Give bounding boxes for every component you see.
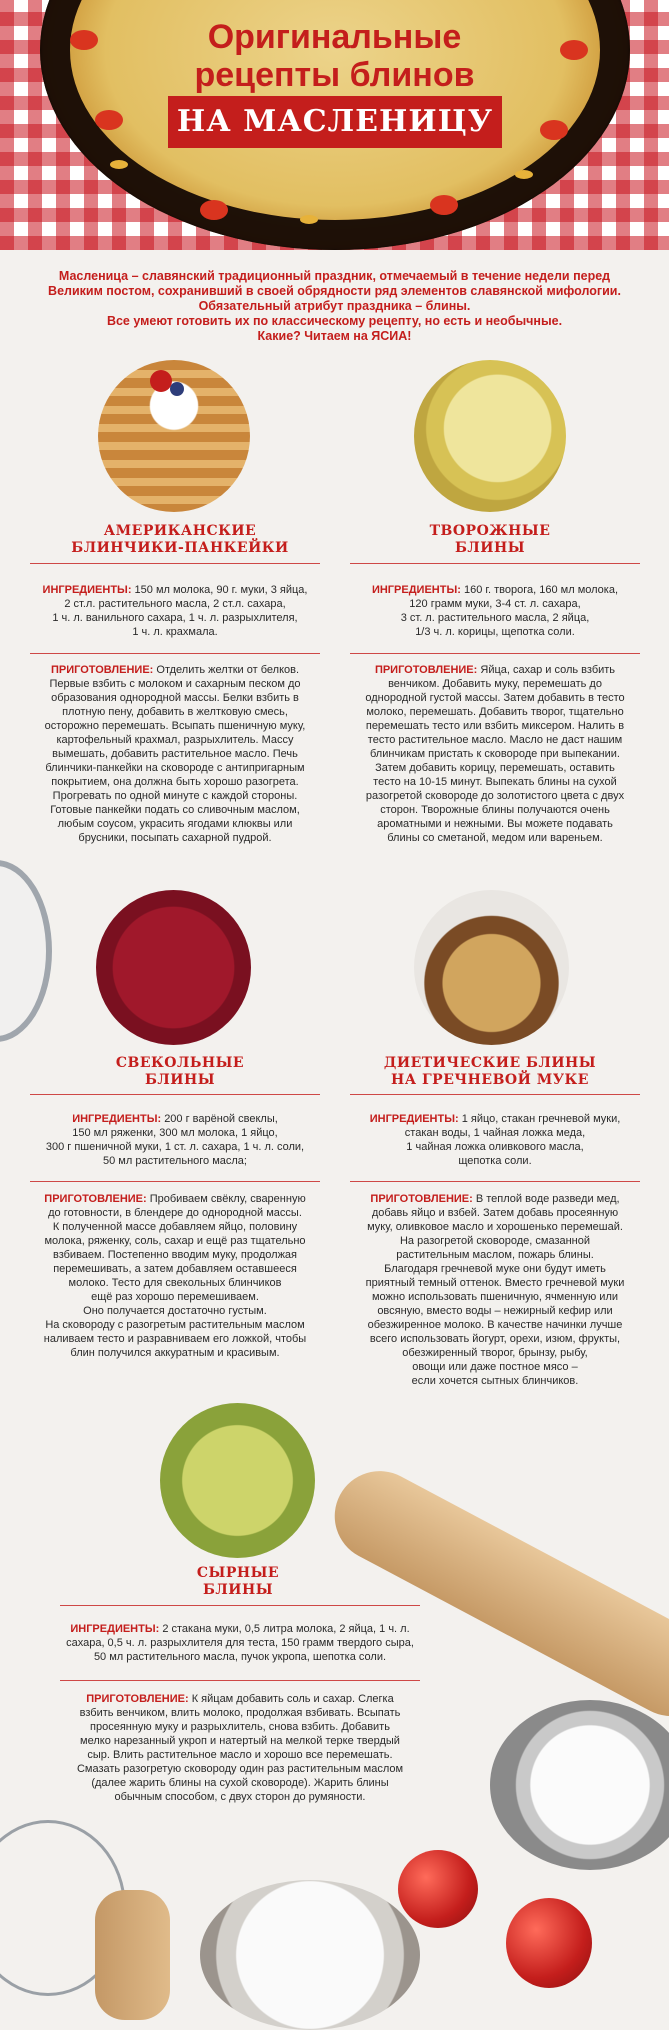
khokhloma-leaf (110, 160, 128, 169)
preparation-pancakes: ПРИГОТОВЛЕНИЕ: Отделить желтки от белков. Первые взбить с молоком и сахарным песком до образования однородной массы. Белки взбить в плотную пену, добавить в желтковую смесь, осторожно перемешать. Всыпать пшеничную муку, картофельный крахмал, разрыхлитель. Массу вымешать, добавить растительное масло. Печь блинчики-панкейки на сковороде с антипригарным покрытием, она должна быть хорошо разогрета. Прогревать по одной минуте с каждой стороны. Готовые панкейки подать со сливочным маслом, любым соусом, украсить ягодами клюквы или брусники, посыпать сахарной пудрой. (44, 664, 306, 844)
divider (30, 563, 320, 564)
preparation-tvorog: ПРИГОТОВЛЕНИЕ: Яйца, сахар и соль взбить венчиком. Добавить муку, перемешать до однородной густой массы. Затем добавить в тесто молоко, перемешать. Добавить творог, тщательно перемешать тесто или взбить миксером. Налить в тесто растительное масло. Масло не даст нашим блинчикам пристать к сковороде при выпекании. Затем добавить корицу, перемешать, оставить тесто на 10-15 минут. Выпекать блины на сухой разогретой сковороде до золотистого цвета с двух сторон. Творожные блины получаются очень ароматными и нежными. Вы можете подавать блины со сметаной, медом или вареньем. (365, 664, 625, 844)
cheese-pancakes-photo (160, 1403, 315, 1558)
khokhloma-flower (200, 200, 228, 220)
title-band: НА МАСЛЕНИЦУ (168, 96, 502, 148)
intro-text (30, 269, 639, 344)
recipe-title-buckwheat: ДИЕТИЧЕСКИЕ БЛИНЫ НА ГРЕЧНЕВОЙ МУКЕ (383, 1055, 597, 1088)
tomato-decoration (506, 1898, 592, 1988)
berry-decoration (150, 370, 172, 392)
title-line-2: рецепты блинов (194, 56, 475, 94)
divider (350, 1181, 640, 1182)
khokhloma-flower (540, 120, 568, 140)
intro-line: Все умеют готовить их по классическому рецепту, но есть и необычные. (106, 314, 563, 328)
cutting-board-decoration (95, 1890, 170, 2020)
intro-line: Какие? Читаем на ЯСИА! (257, 329, 412, 343)
ingredients-cheese: ИНГРЕДИЕНТЫ: 2 стакана муки, 0,5 литра молока, 2 яйца, 1 ч. л. сахара, 0,5 ч. л. разрыхлителя для теста, 150 грамм твердого сыра, 50 мл растительного масла, пучок укропа, шепотка соли. (66, 1623, 414, 1663)
title-line-1: Оригинальные (207, 18, 462, 56)
ingredients-tvorog: ИНГРЕДИЕНТЫ: 160 г. творога, 160 мл молока, 120 грамм муки, 3-4 ст. л. сахара, 3 ст. л. растительного масла, 2 яйца, 1/3 ч. л. корицы, щепотка соли. (371, 584, 619, 638)
khokhloma-flower (95, 110, 123, 130)
flour-bowl-decoration (200, 1880, 420, 2030)
intro-line: Масленица – славянский традиционный праздник, отмечаемый в течение недели перед (58, 269, 611, 283)
preparation-buckwheat: ПРИГОТОВЛЕНИЕ: В теплой воде разведи мед, добавь яйцо и взбей. Затем добавь просеянную муку, оливковое масло и хорошенько перемешай. На разогретой сковороде, смазанной растительным маслом, пожарь блины. Благодаря гречневой муке они будут иметь приятный темный оттенок. Вместо гречневой муки можно использовать пшеничную, ячменную или овсяную, вместо воды – нежирный кефир или обезжиренное молоко. В качестве начинки лучше всего использовать йогурт, орехи, изюм, фрукты, обезжиренный творог, брынзу, рыбу, овощи или даже постное мясо – если хочется сытных блинчиков. (365, 1193, 625, 1387)
beet-pancakes-photo (96, 890, 251, 1045)
divider (60, 1605, 420, 1606)
divider (30, 1181, 320, 1182)
milk-jug-decoration (490, 1700, 669, 1870)
buckwheat-pancakes-photo (414, 890, 569, 1045)
divider (350, 1094, 640, 1095)
recipe-title-tvorog: ТВОРОЖНЫЕ БЛИНЫ (429, 523, 551, 556)
intro-line: Обязательный атрибут праздника – блины. (198, 299, 471, 313)
divider (30, 1094, 320, 1095)
rolling-pin-decoration (319, 1455, 669, 1732)
header-banner (0, 0, 669, 250)
tomato-decoration (398, 1850, 478, 1928)
sieve-decoration (0, 860, 52, 1042)
ingredients-beet: ИНГРЕДИЕНТЫ: 200 г варёной свеклы, 150 мл ряженки, 300 мл молока, 1 яйцо, 300 г пшеничной муки, 1 ст. л. сахара, 1 ч. л. соли, 50 мл растительного масла; (45, 1113, 305, 1167)
divider (60, 1680, 420, 1681)
preparation-cheese: ПРИГОТОВЛЕНИЕ: К яйцам добавить соль и сахар. Слегка взбить венчиком, влить молоко, продолжая взбивать. Всыпать просеянную муку и разрыхлитель, снова взбить. Добавить мелко нарезанный укроп и натертый на мелкой терке твердый сыр. Влить растительное масло и хорошо все перемешать. Смазать разогретую сковороду один раз растительным маслом (далее жарить блины на сухой сковороде). Жарить блины обычным способом, с двух сторон до румяности. (76, 1693, 404, 1803)
preparation-beet: ПРИГОТОВЛЕНИЕ: Пробиваем свёклу, сваренную до готовности, в блендере до однородной массы. К полученной массе добавляем яйцо, половину молока, ряженку, соль, сахар и ещё раз тщательно взбиваем. Постепенно вводим муку, продолжая перемешивать, а затем добавляем оставшееся молоко. Тесто для свекольных блинчиков ещё раз хорошо перемешиваем. Оно получается достаточно густым. На сковороду с разогретым растительным маслом наливаем тесто и разравниваем его ложкой, чтобы блин получился аккуратным и красивым. (43, 1193, 307, 1359)
berry-decoration (170, 382, 184, 396)
tvorog-pancakes-photo (414, 360, 566, 512)
ingredients-buckwheat: ИНГРЕДИЕНТЫ: 1 яйцо, стакан гречневой муки, стакан воды, 1 чайная ложка меда, 1 чайная ложка оливкового масла, щепотка соли. (369, 1113, 621, 1167)
khokhloma-leaf (515, 170, 533, 179)
divider (30, 653, 320, 654)
khokhloma-leaf (300, 215, 318, 224)
divider (350, 653, 640, 654)
intro-line: Великим постом, сохранивший в своей обрядности ряд элементов славянской мифологии. (48, 284, 621, 298)
recipe-title-pancakes: АМЕРИКАНСКИЕ БЛИНЧИКИ-ПАНКЕЙКИ (71, 523, 289, 556)
recipe-title-beet: СВЕКОЛЬНЫЕ БЛИНЫ (115, 1055, 245, 1088)
divider (350, 563, 640, 564)
khokhloma-flower (430, 195, 458, 215)
ingredients-pancakes: ИНГРЕДИЕНТЫ: 150 мл молока, 90 г. муки, 3 яйца, 2 ст.л. растительного масла, 2 ст.л. сахара, 1 ч. л. ванильного сахара, 1 ч. л. разрыхлителя, 1 ч. л. крахмала. (42, 584, 308, 638)
recipe-title-cheese: СЫРНЫЕ БЛИНЫ (196, 1565, 280, 1598)
